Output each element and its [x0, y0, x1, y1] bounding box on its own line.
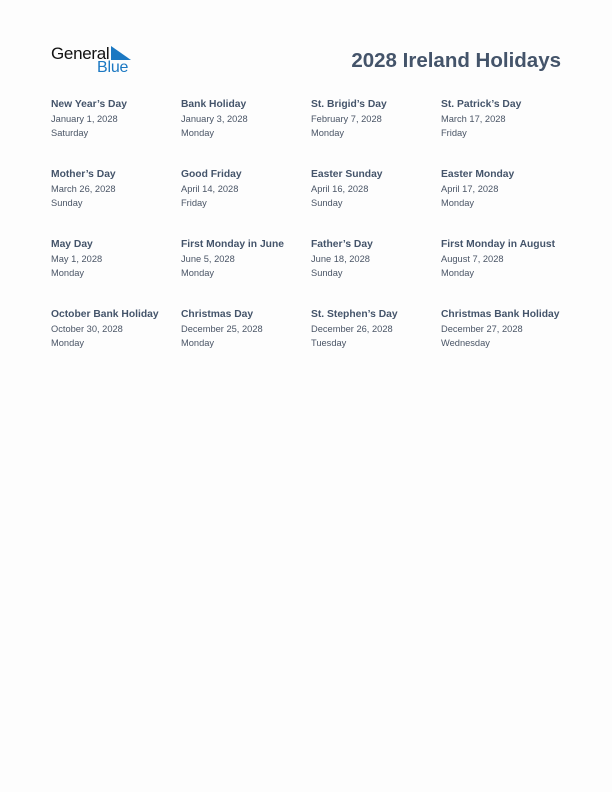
holiday-name: Christmas Bank Holiday	[441, 309, 560, 320]
holiday-weekday: Sunday	[311, 268, 343, 278]
holiday-name: Easter Sunday	[311, 169, 383, 180]
holiday-weekday: Sunday	[311, 198, 343, 208]
logo-triangle-icon	[111, 46, 131, 60]
holiday-item	[181, 238, 309, 280]
holiday-name: May Day	[51, 239, 93, 250]
holiday-weekday: Monday	[311, 128, 345, 138]
logo-text-blue: Blue	[97, 59, 129, 76]
holiday-name: St. Stephen’s Day	[311, 309, 398, 320]
holiday-date: February 7, 2028	[311, 114, 382, 124]
holiday-item	[181, 168, 309, 210]
holiday-weekday: Friday	[181, 198, 207, 208]
holiday-date: April 16, 2028	[311, 184, 369, 194]
holiday-name: October Bank Holiday	[51, 309, 159, 320]
holiday-weekday: Saturday	[51, 128, 89, 138]
holiday-date: April 14, 2028	[181, 184, 239, 194]
generalblue-logo	[51, 44, 141, 78]
holiday-date: December 26, 2028	[311, 324, 393, 334]
holiday-date: June 5, 2028	[181, 254, 235, 264]
holiday-name: First Monday in June	[181, 239, 284, 250]
holiday-date: May 1, 2028	[51, 254, 103, 264]
holiday-date: June 18, 2028	[311, 254, 370, 264]
holiday-name: Easter Monday	[441, 169, 515, 180]
holiday-name: Bank Holiday	[181, 99, 247, 110]
holiday-date: October 30, 2028	[51, 324, 123, 334]
holiday-name: Father’s Day	[311, 239, 373, 250]
holiday-date: December 25, 2028	[181, 324, 263, 334]
holiday-name: St. Brigid’s Day	[311, 99, 387, 110]
holiday-name: Christmas Day	[181, 309, 254, 320]
holiday-weekday: Monday	[181, 268, 215, 278]
holiday-item	[441, 238, 569, 280]
holiday-item	[51, 308, 179, 350]
holiday-name: Good Friday	[181, 169, 242, 180]
holiday-item	[51, 98, 179, 140]
holiday-date: January 3, 2028	[181, 114, 248, 124]
holiday-item	[441, 168, 569, 210]
holiday-item	[311, 98, 439, 140]
holiday-date: March 26, 2028	[51, 184, 116, 194]
logo-text-general: General	[51, 44, 110, 63]
holiday-weekday: Monday	[181, 128, 215, 138]
holiday-weekday: Wednesday	[441, 338, 490, 348]
holiday-item	[311, 238, 439, 280]
holiday-item	[51, 168, 179, 210]
holiday-item	[441, 308, 569, 350]
holiday-date: March 17, 2028	[441, 114, 506, 124]
holiday-weekday: Monday	[441, 268, 475, 278]
holiday-name: New Year’s Day	[51, 99, 127, 110]
holiday-name: St. Patrick’s Day	[441, 99, 522, 110]
holiday-date: December 27, 2028	[441, 324, 523, 334]
holiday-date: January 1, 2028	[51, 114, 118, 124]
holiday-weekday: Monday	[51, 338, 85, 348]
holiday-item	[51, 238, 179, 280]
holiday-item	[311, 308, 439, 350]
holiday-item	[181, 98, 309, 140]
holiday-item	[311, 168, 439, 210]
holiday-date: August 7, 2028	[441, 254, 504, 264]
holiday-weekday: Tuesday	[311, 338, 347, 348]
holiday-weekday: Monday	[181, 338, 215, 348]
holiday-weekday: Friday	[441, 128, 467, 138]
holiday-date: April 17, 2028	[441, 184, 499, 194]
holiday-item	[181, 308, 309, 350]
holiday-name: Mother’s Day	[51, 169, 116, 180]
holiday-weekday: Monday	[441, 198, 475, 208]
holiday-weekday: Sunday	[51, 198, 83, 208]
holiday-name: First Monday in August	[441, 239, 556, 250]
holiday-item	[441, 98, 569, 140]
holiday-weekday: Monday	[51, 268, 85, 278]
page-title: 2028 Ireland Holidays	[351, 49, 561, 72]
